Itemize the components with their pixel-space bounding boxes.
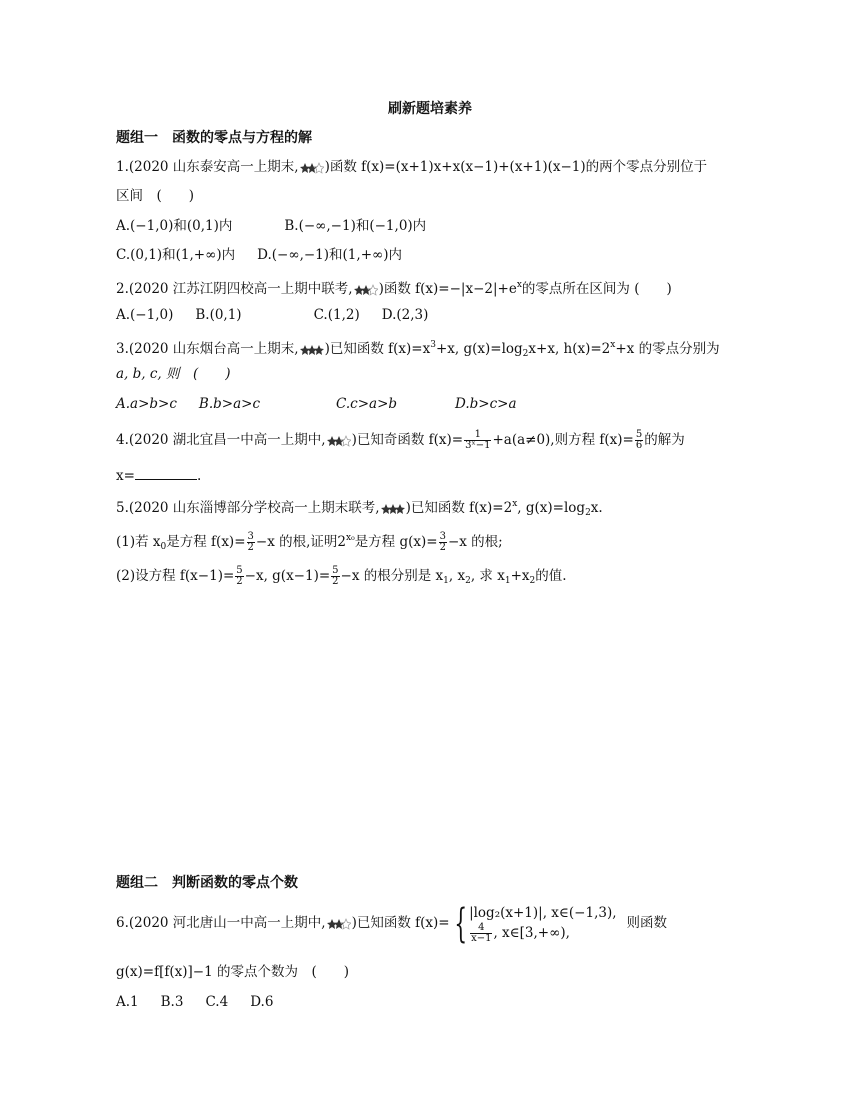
question-4: 4.(2020 湖北宜昌一中高一上期中, )已知奇函数 f(x)= $\frac{1}{\text{3ˣ−1}}$ +a(a≠0),则方程 f(x)= $\frac{5}{6}$ 的解为 — [116, 429, 685, 451]
two-star-difficulty-icon — [327, 918, 351, 930]
question-6-continued: g(x)=f[f(x)]−1 的零点个数为 ( ) — [116, 964, 349, 980]
question-3-options — [116, 394, 517, 414]
question-4-answer-line: x= . — [116, 468, 202, 484]
question-1-options-row1 — [116, 216, 426, 236]
group-two-heading: 题组二 判断函数的零点个数 — [116, 875, 298, 891]
three-star-difficulty-icon — [381, 503, 405, 515]
question-6-options — [116, 992, 273, 1012]
fraction: $\frac{3}{2}$ — [439, 531, 446, 553]
option-a[interactable]: A.(−1,0)和(0,1)内 — [116, 218, 233, 234]
option-c[interactable]: C.(0,1)和(1,+∞)内 — [116, 247, 236, 263]
option-d[interactable]: D.b>c>a — [455, 396, 517, 412]
option-d[interactable]: D.(2,3) — [381, 307, 429, 323]
question-1-continued: 区间 ( ) — [116, 188, 195, 204]
option-c[interactable]: C.4 — [205, 994, 229, 1010]
option-c[interactable]: C.(1,2) — [313, 307, 360, 323]
fraction: $\frac{4}{x-1}$ — [471, 922, 492, 944]
two-star-difficulty-icon — [327, 435, 351, 447]
option-d[interactable]: D.(−∞,−1)和(1,+∞)内 — [257, 247, 403, 263]
fraction: $\frac{5}{2}$ — [332, 565, 339, 587]
question-2: 2.(2020 江苏江阴四校高一上期中联考, )函数 $f(x)=-|x-2|+e^x$的零点所在区间为 ( ) — [116, 280, 672, 297]
option-b[interactable]: B.(−∞,−1)和(−1,0)内 — [284, 218, 427, 234]
fraction: $\frac{5}{2}$ — [236, 565, 243, 587]
option-a[interactable]: A.a>b>c — [116, 396, 177, 412]
group-one-heading: 题组一 函数的零点与方程的解 — [116, 130, 312, 146]
question-3: 3.(2020 山东烟台高一上期末, )已知函数 $f(x)=x^3+x$, $g(x)=\log_2x+x$, $h(x)=2^x+x$ 的零点分别为 — [116, 340, 720, 359]
question-5: 5.(2020 山东淄博部分学校高一上期末联考, )已知函数 $f(x)=2^x$, $g(x)=\log_2x$. — [116, 499, 603, 518]
two-star-difficulty-icon — [300, 162, 324, 174]
question-1-options-row2 — [116, 245, 402, 265]
question-3-continued: a, b, c, 则 ( ) — [116, 366, 231, 382]
left-brace: { — [453, 900, 467, 947]
question-1: 1.(2020 山东泰安高一上期末, )函数 f(x)=(x+1)x+x(x−1)+(x+1)(x−1)的两个零点分别位于 — [116, 159, 708, 175]
question-6: 6.(2020 河北唐山一中高一上期中, )已知函数 f(x)= { |log₂(x+1)|, x∈(−1,3), $\frac{4}{x-1}$ , x∈[3,+∞), 则函数 — [116, 900, 668, 947]
answer-blank[interactable] — [135, 467, 197, 480]
option-a[interactable]: A.1 — [116, 994, 139, 1010]
question-2-options — [116, 305, 428, 325]
question-5-part-1: (1)若 $x_0$是方程 f(x)= $\frac{3}{2}$ −x 的根,证明$2^{x_0}$是方程 g(x)= $\frac{3}{2}$ −x 的根; — [116, 531, 503, 553]
page-title: 刷新题培素养 — [388, 101, 472, 117]
option-b[interactable]: B.3 — [160, 994, 184, 1010]
option-b[interactable]: B.(0,1) — [195, 307, 242, 323]
two-star-difficulty-icon — [354, 284, 378, 296]
three-star-difficulty-icon — [300, 344, 324, 356]
fraction: $\frac{3}{2}$ — [247, 531, 254, 553]
fraction: $\frac{5}{6}$ — [635, 429, 643, 451]
option-a[interactable]: A.(−1,0) — [116, 307, 174, 323]
option-d[interactable]: D.6 — [250, 994, 274, 1010]
piecewise-cases: |log₂(x+1)|, x∈(−1,3), $\frac{4}{x-1}$ , x∈[3,+∞), — [469, 905, 617, 944]
fraction: $\frac{1}{\text{3ˣ−1}}$ — [465, 429, 491, 451]
question-5-part-2: (2)设方程 f(x−1)= $\frac{5}{2}$ −x, g(x−1)= $\frac{5}{2}$ −x 的根分别是 $x_1$, $x_2$, 求 $x_1+x_2$的值. — [116, 565, 567, 587]
option-b[interactable]: B.b>a>c — [198, 396, 261, 412]
option-c[interactable]: C.c>a>b — [336, 396, 398, 412]
